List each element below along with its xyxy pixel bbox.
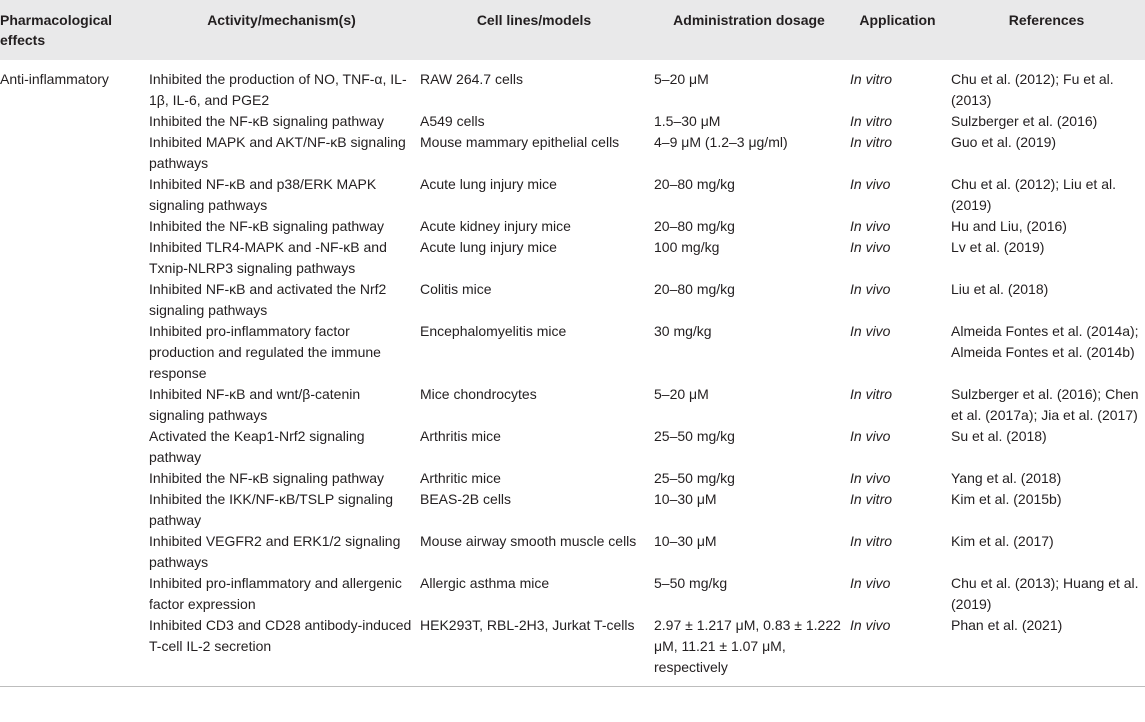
header-activity-mechanisms: Activity/mechanism(s) <box>207 12 356 28</box>
cell-application: In vitro <box>850 113 893 129</box>
cell-application: In vivo <box>850 470 891 486</box>
table-row <box>0 531 1145 573</box>
cell-references: Kim et al. (2017) <box>951 533 1054 549</box>
cell-activity-mechanism: Inhibited NF-κB and p38/ERK MAPK signaling pathways <box>149 176 377 213</box>
cell-references: Lv et al. (2019) <box>951 239 1045 255</box>
cell-model: HEK293T, RBL-2H3, Jurkat T-cells <box>420 617 635 633</box>
cell-activity-mechanism: Inhibited the NF-κB signaling pathway <box>149 470 385 486</box>
cell-model: RAW 264.7 cells <box>420 71 523 87</box>
cell-application: In vivo <box>850 323 891 339</box>
cell-dosage: 25–50 mg/kg <box>654 470 735 486</box>
cell-references: Liu et al. (2018) <box>951 281 1049 297</box>
cell-application: In vivo <box>850 428 891 444</box>
cell-model: Colitis mice <box>420 281 492 297</box>
cell-dosage: 10–30 μM <box>654 533 717 549</box>
cell-application: In vitro <box>850 71 893 87</box>
table-row <box>0 60 1145 111</box>
table-row <box>0 426 1145 468</box>
cell-model: Encephalomyelitis mice <box>420 323 567 339</box>
cell-activity-mechanism: Inhibited the NF-κB signaling pathway <box>149 113 385 129</box>
table-row <box>0 216 1145 237</box>
header-application: Application <box>859 12 936 28</box>
cell-pharmacological-effect <box>0 468 146 489</box>
cell-model: Allergic asthma mice <box>420 575 550 591</box>
cell-model: Mouse airway smooth muscle cells <box>420 533 637 549</box>
header-references: References <box>1008 12 1085 28</box>
cell-application: In vitro <box>850 533 893 549</box>
cell-application: In vitro <box>850 491 893 507</box>
cell-application: In vivo <box>850 218 891 234</box>
cell-references: Sulzberger et al. (2016); Chen et al. (2017a); Jia et al. (2017) <box>951 386 1139 423</box>
cell-references: Kim et al. (2015b) <box>951 491 1062 507</box>
cell-dosage: 5–20 μM <box>654 71 709 87</box>
cell-references: Yang et al. (2018) <box>951 470 1062 486</box>
cell-references: Su et al. (2018) <box>951 428 1047 444</box>
table-row <box>0 237 1145 279</box>
cell-references: Hu and Liu, (2016) <box>951 218 1067 234</box>
cell-pharmacological-effect <box>0 132 146 174</box>
cell-pharmacological-effect <box>0 489 146 531</box>
cell-pharmacological-effect <box>0 531 146 573</box>
header-pharmacological-effects: Pharmacological effects <box>0 12 113 48</box>
cell-dosage: 1.5–30 μM <box>654 113 721 129</box>
cell-model: BEAS-2B cells <box>420 491 512 507</box>
cell-activity-mechanism: Inhibited the IKK/NF-κB/TSLP signaling pathway <box>149 491 394 528</box>
cell-references: Almeida Fontes et al. (2014a); Almeida Fontes et al. (2014b) <box>951 323 1139 360</box>
cell-model: Mouse mammary epithelial cells <box>420 134 620 150</box>
cell-activity-mechanism: Inhibited VEGFR2 and ERK1/2 signaling pathways <box>149 533 401 570</box>
cell-application: In vivo <box>850 575 891 591</box>
cell-dosage: 5–50 mg/kg <box>654 575 728 591</box>
cell-references: Chu et al. (2012); Fu et al. (2013) <box>951 71 1114 108</box>
table-row <box>0 132 1145 174</box>
cell-application: In vivo <box>850 281 891 297</box>
cell-application: In vivo <box>850 617 891 633</box>
cell-activity-mechanism: Inhibited pro-inflammatory and allergenic factor expression <box>149 575 402 612</box>
cell-activity-mechanism: Inhibited NF-κB and activated the Nrf2 signaling pathways <box>149 281 387 318</box>
cell-dosage: 5–20 μM <box>654 386 709 402</box>
cell-references: Chu et al. (2012); Liu et al. (2019) <box>951 176 1116 213</box>
cell-model: Acute lung injury mice <box>420 239 557 255</box>
cell-activity-mechanism: Inhibited pro-inflammatory factor production and regulated the immune response <box>149 323 381 381</box>
table-row <box>0 573 1145 615</box>
cell-activity-mechanism: Inhibited MAPK and AKT/NF-κB signaling pathways <box>149 134 406 171</box>
header-administration-dosage: Administration dosage <box>673 12 825 28</box>
cell-model: Arthritis mice <box>420 428 501 444</box>
cell-pharmacological-effect <box>0 384 146 426</box>
cell-dosage: 20–80 mg/kg <box>654 176 735 192</box>
table-row <box>0 174 1145 216</box>
table-row <box>0 489 1145 531</box>
header-cell-lines-models: Cell lines/models <box>476 12 592 28</box>
cell-activity-mechanism: Activated the Keap1-Nrf2 signaling pathway <box>149 428 365 465</box>
cell-dosage: 25–50 mg/kg <box>654 428 735 444</box>
table-row <box>0 468 1145 489</box>
cell-dosage: 20–80 mg/kg <box>654 218 735 234</box>
cell-dosage: 100 mg/kg <box>654 239 720 255</box>
cell-references: Guo et al. (2019) <box>951 134 1057 150</box>
cell-pharmacological-effect <box>0 279 146 321</box>
cell-dosage: 2.97 ± 1.217 μM, 0.83 ± 1.222 μM, 11.21 ± 1.07 μM, respectively <box>654 617 841 675</box>
cell-model: Arthritic mice <box>420 470 501 486</box>
cell-pharmacological-effect <box>0 237 146 279</box>
cell-activity-mechanism: Inhibited TLR4-MAPK and -NF-κB and Txnip-NLRP3 signaling pathways <box>149 239 387 276</box>
cell-model: A549 cells <box>420 113 485 129</box>
cell-activity-mechanism: Inhibited the NF-κB signaling pathway <box>149 218 385 234</box>
table-row <box>0 321 1145 384</box>
cell-pharmacological-effect: Anti-inflammatory <box>0 71 109 87</box>
table-row <box>0 279 1145 321</box>
table-row <box>0 384 1145 426</box>
cell-dosage: 30 mg/kg <box>654 323 712 339</box>
cell-model: Acute lung injury mice <box>420 176 557 192</box>
cell-dosage: 4–9 μM (1.2–3 μg/ml) <box>654 134 788 150</box>
cell-application: In vitro <box>850 134 893 150</box>
cell-pharmacological-effect <box>0 426 146 468</box>
cell-model: Acute kidney injury mice <box>420 218 571 234</box>
cell-activity-mechanism: Inhibited the production of NO, TNF-α, IL-1β, IL-6, and PGE2 <box>149 71 407 108</box>
cell-pharmacological-effect <box>0 321 146 384</box>
cell-pharmacological-effect <box>0 573 146 615</box>
cell-activity-mechanism: Inhibited NF-κB and wnt/β-catenin signaling pathways <box>149 386 361 423</box>
table-body <box>0 60 1145 687</box>
cell-pharmacological-effect <box>0 216 146 237</box>
cell-pharmacological-effect <box>0 174 146 216</box>
cell-application: In vivo <box>850 239 891 255</box>
cell-model: Mice chondrocytes <box>420 386 537 402</box>
cell-application: In vivo <box>850 176 891 192</box>
table-header <box>0 0 1145 60</box>
cell-pharmacological-effect <box>0 615 146 687</box>
cell-dosage: 20–80 mg/kg <box>654 281 735 297</box>
table-row <box>0 111 1145 132</box>
table-row <box>0 615 1145 687</box>
header-row <box>0 0 1145 60</box>
cell-dosage: 10–30 μM <box>654 491 717 507</box>
cell-references: Sulzberger et al. (2016) <box>951 113 1098 129</box>
cell-activity-mechanism: Inhibited CD3 and CD28 antibody-induced T-cell IL-2 secretion <box>149 617 412 654</box>
cell-references: Chu et al. (2013); Huang et al. (2019) <box>951 575 1139 612</box>
cell-references: Phan et al. (2021) <box>951 617 1063 633</box>
cell-application: In vitro <box>850 386 893 402</box>
cell-pharmacological-effect <box>0 111 146 132</box>
